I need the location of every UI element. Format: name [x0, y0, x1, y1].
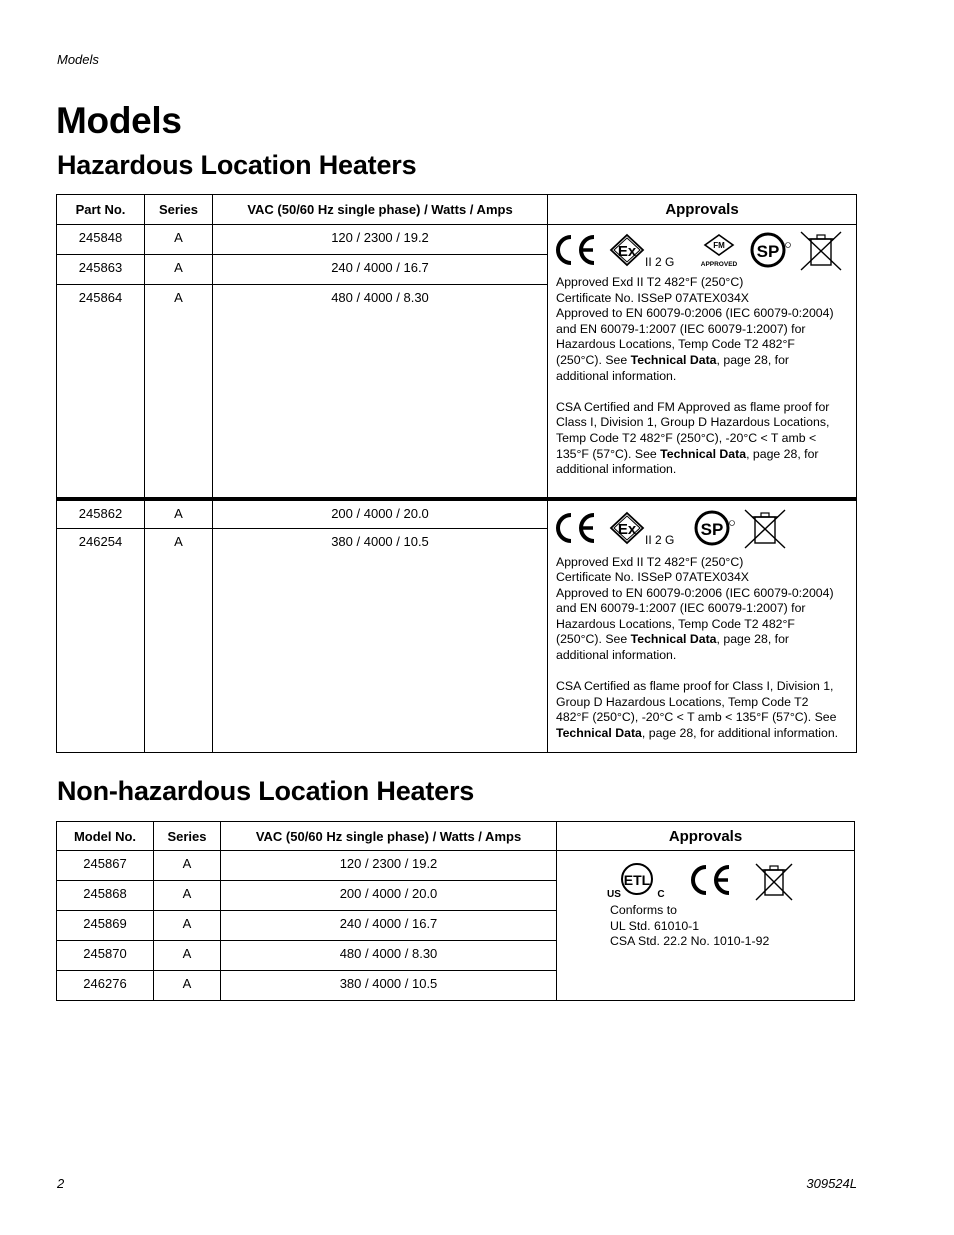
fm-approved-icon [696, 233, 742, 269]
csa-text: SP [756, 242, 780, 261]
part-number-cell: 245862 [57, 499, 145, 529]
series-cell: A [154, 851, 221, 881]
ex-atex-icon [609, 511, 645, 545]
vac-cell: 380 / 4000 / 10.5 [213, 529, 548, 753]
vac-cell: 200 / 4000 / 20.0 [221, 881, 557, 911]
csa-icon [750, 231, 792, 269]
series-cell: A [154, 941, 221, 971]
column-header: Series [145, 195, 213, 225]
approvals-cell [548, 499, 857, 753]
approvals-cell [548, 225, 857, 499]
csa-text: SP [700, 519, 724, 539]
approval-line: Hazardous Locations, Temp Code T2 482°F [556, 616, 795, 631]
approval-logos [548, 225, 856, 275]
column-header: VAC (50/60 Hz single phase) / Watts / Amps [213, 195, 548, 225]
column-header: Part No. [57, 195, 145, 225]
approvals-cell [557, 851, 855, 1001]
approval-line: additional information. [556, 462, 677, 477]
vac-cell: 240 / 4000 / 16.7 [221, 911, 557, 941]
weee-bin-icon [753, 861, 795, 903]
vac-cell: 120 / 2300 / 19.2 [221, 851, 557, 881]
approval-line: Class I, Division 1, Group D Hazardous Locations, [556, 415, 830, 430]
approval-line: additional information. [556, 368, 677, 383]
approval-line: CSA Std. 22.2 No. 1010-1-92 [610, 934, 770, 949]
table-row [57, 225, 857, 255]
approval-text [548, 275, 856, 478]
column-header: Approvals [557, 822, 855, 851]
approval-line: UL Std. 61010-1 [610, 918, 700, 933]
part-number-cell: 245864 [57, 285, 145, 499]
column-header: Approvals [548, 195, 857, 225]
approval-line: Certificate No. ISSeP 07ATEX034X [556, 570, 749, 585]
series-cell: A [145, 499, 213, 529]
approval-line: Approved Exd II T2 482°F (250°C) [556, 275, 744, 289]
fm-subtext: APPROVED [700, 261, 738, 268]
series-cell: A [145, 285, 213, 499]
approval-line: (250°C). See Technical Data, page 28, for [556, 632, 789, 647]
svg-text:Ex: Ex [617, 520, 637, 538]
part-number-cell: 246254 [57, 529, 145, 753]
approval-line: Approved to EN 60079-0:2006 (IEC 60079-0:2004) [556, 306, 834, 321]
approval-line: Conforms to [610, 903, 677, 917]
approval-line: CSA Certified and FM Approved as flame proof for [556, 399, 830, 414]
table-header-row [57, 822, 855, 851]
model-number-cell: 245870 [57, 941, 154, 971]
series-cell: A [145, 225, 213, 255]
model-number-cell: 246276 [57, 971, 154, 1001]
running-header: Models [57, 52, 99, 67]
nonhazardous-section-title: Non-hazardous Location Heaters [57, 776, 475, 806]
ce-mark-icon [552, 233, 598, 267]
series-cell: A [154, 971, 221, 1001]
document-number: 309524L [806, 1176, 857, 1191]
column-header: VAC (50/60 Hz single phase) / Watts / Amps [221, 822, 557, 851]
part-number-cell: 245863 [57, 255, 145, 285]
table-header-row [57, 195, 857, 225]
hazardous-heaters-table [56, 194, 857, 753]
etl-us-text: US [607, 889, 621, 900]
approval-line: and EN 60079-1:2007 (IEC 60079-1:2007) for [556, 601, 806, 616]
model-number-cell: 245869 [57, 911, 154, 941]
ce-mark-icon [552, 511, 598, 545]
column-header: Model No. [57, 822, 154, 851]
table-row [57, 499, 857, 529]
atex-marking: II 2 G [645, 532, 675, 547]
ce-mark-icon [687, 863, 733, 897]
approval-logos [557, 851, 854, 903]
page-number: 2 [57, 1176, 65, 1191]
approval-logos [548, 501, 856, 555]
weee-bin-icon [742, 507, 788, 551]
approval-line: Certificate No. ISSeP 07ATEX034X [556, 290, 749, 305]
weee-bin-icon [798, 229, 844, 273]
approval-line: Technical Data, page 28, for additional information. [556, 726, 839, 741]
svg-text:Ex: Ex [617, 243, 637, 260]
approval-text [557, 903, 854, 950]
approval-text [548, 555, 856, 742]
approval-line: (250°C). See Technical Data, page 28, for [556, 352, 789, 367]
vac-cell: 380 / 4000 / 10.5 [221, 971, 557, 1001]
approval-line: Temp Code T2 482°F (250°C), -20°C < T amb < [556, 430, 817, 445]
approval-line: Hazardous Locations, Temp Code T2 482°F [556, 337, 795, 352]
etl-listed-icon [609, 861, 667, 901]
series-cell: A [145, 255, 213, 285]
table-row [57, 851, 855, 881]
approval-line: 482°F (250°C), -20°C < T amb < 135°F (57°C). See [556, 710, 837, 725]
series-cell: A [154, 881, 221, 911]
hazardous-section-title: Hazardous Location Heaters [57, 150, 417, 180]
approval-line: CSA Certified as flame proof for Class I, Division 1, [556, 679, 834, 694]
approval-line: Approved to EN 60079-0:2006 (IEC 60079-0:2004) [556, 585, 834, 600]
part-number-cell: 245848 [57, 225, 145, 255]
column-header: Series [154, 822, 221, 851]
etl-c-text: C [657, 889, 665, 900]
approval-line: and EN 60079-1:2007 (IEC 60079-1:2007) for [556, 321, 806, 336]
approval-line: Approved Exd II T2 482°F (250°C) [556, 554, 744, 569]
series-cell: A [154, 911, 221, 941]
vac-cell: 240 / 4000 / 16.7 [213, 255, 548, 285]
approval-line: additional information. [556, 648, 677, 663]
ex-atex-icon [609, 233, 645, 267]
vac-cell: 480 / 4000 / 8.30 [221, 941, 557, 971]
vac-cell: 480 / 4000 / 8.30 [213, 285, 548, 499]
nonhazardous-heaters-table [56, 821, 855, 1001]
fm-text: FM [713, 241, 725, 250]
vac-cell: 120 / 2300 / 19.2 [213, 225, 548, 255]
page-title: Models [56, 100, 182, 141]
atex-marking: II 2 G [645, 255, 675, 269]
vac-cell: 200 / 4000 / 20.0 [213, 499, 548, 529]
svg-text:ETL: ETL [623, 872, 651, 888]
model-number-cell: 245867 [57, 851, 154, 881]
approval-line: Group D Hazardous Locations, Temp Code T2 [556, 694, 809, 709]
approval-line: 135°F (57°C). See Technical Data, page 28, for [556, 446, 819, 461]
csa-icon [694, 509, 736, 547]
series-cell: A [145, 529, 213, 753]
model-number-cell: 245868 [57, 881, 154, 911]
